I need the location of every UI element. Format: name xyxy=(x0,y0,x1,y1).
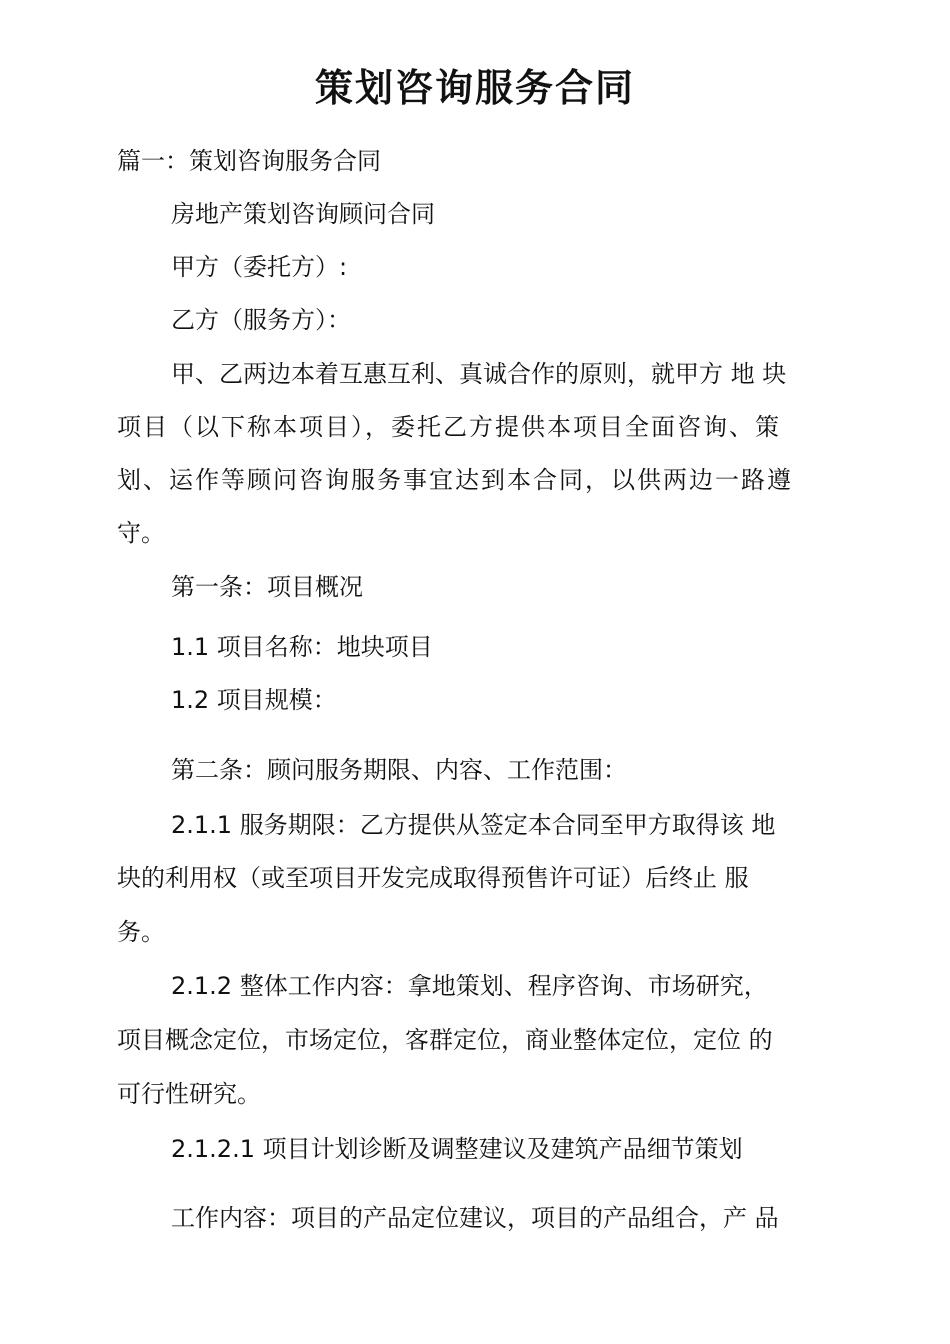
clause-line: 1.1 项目名称：地块项目 xyxy=(171,633,433,661)
paragraph-line: 守。 xyxy=(117,519,165,547)
document-title: 策划咨询服务合同 xyxy=(314,65,635,110)
paragraph-line: 务。 xyxy=(117,918,165,946)
paragraph-line: 项目（以下称本项目），委托乙方提供本项目全面咨询、策 xyxy=(117,413,781,441)
clause-line: 2.1.2.1 项目计划诊断及调整建议及建筑产品细节策划 xyxy=(171,1135,743,1163)
party-b-line: 乙方（服务方）： xyxy=(171,306,351,334)
paragraph-line: 工作内容：项目的产品定位建议，项目的产品组合，产 品 xyxy=(171,1204,779,1232)
contract-subtitle: 房地产策划咨询顾问合同 xyxy=(171,200,435,228)
clause-line: 2.1.2 整体工作内容：拿地策划、程序咨询、市场研究， xyxy=(171,972,768,1000)
paragraph-line: 甲、乙两边本着互惠互利、真诚合作的原则，就甲方 地 块 xyxy=(171,360,787,388)
clause-line: 2.1.1 服务期限：乙方提供从签定本合同至甲方取得该 地 xyxy=(171,811,776,839)
article-heading: 第二条：顾问服务期限、内容、工作范围： xyxy=(171,756,627,784)
clause-line: 1.2 项目规模： xyxy=(171,686,337,714)
section-heading: 篇一：策划咨询服务合同 xyxy=(117,147,381,175)
paragraph-line: 项目概念定位，市场定位，客群定位，商业整体定位，定位 的 xyxy=(117,1026,773,1054)
paragraph-line: 可行性研究。 xyxy=(117,1080,261,1108)
party-a-line: 甲方（委托方）: xyxy=(171,253,348,281)
paragraph-line: 划、运作等顾问咨询服务事宜达到本合同，以供两边一路遵 xyxy=(117,466,793,494)
paragraph-line: 块的利用权（或至项目开发完成取得预售许可证）后终止 服 xyxy=(117,864,749,892)
article-heading: 第一条：项目概况 xyxy=(171,573,363,601)
